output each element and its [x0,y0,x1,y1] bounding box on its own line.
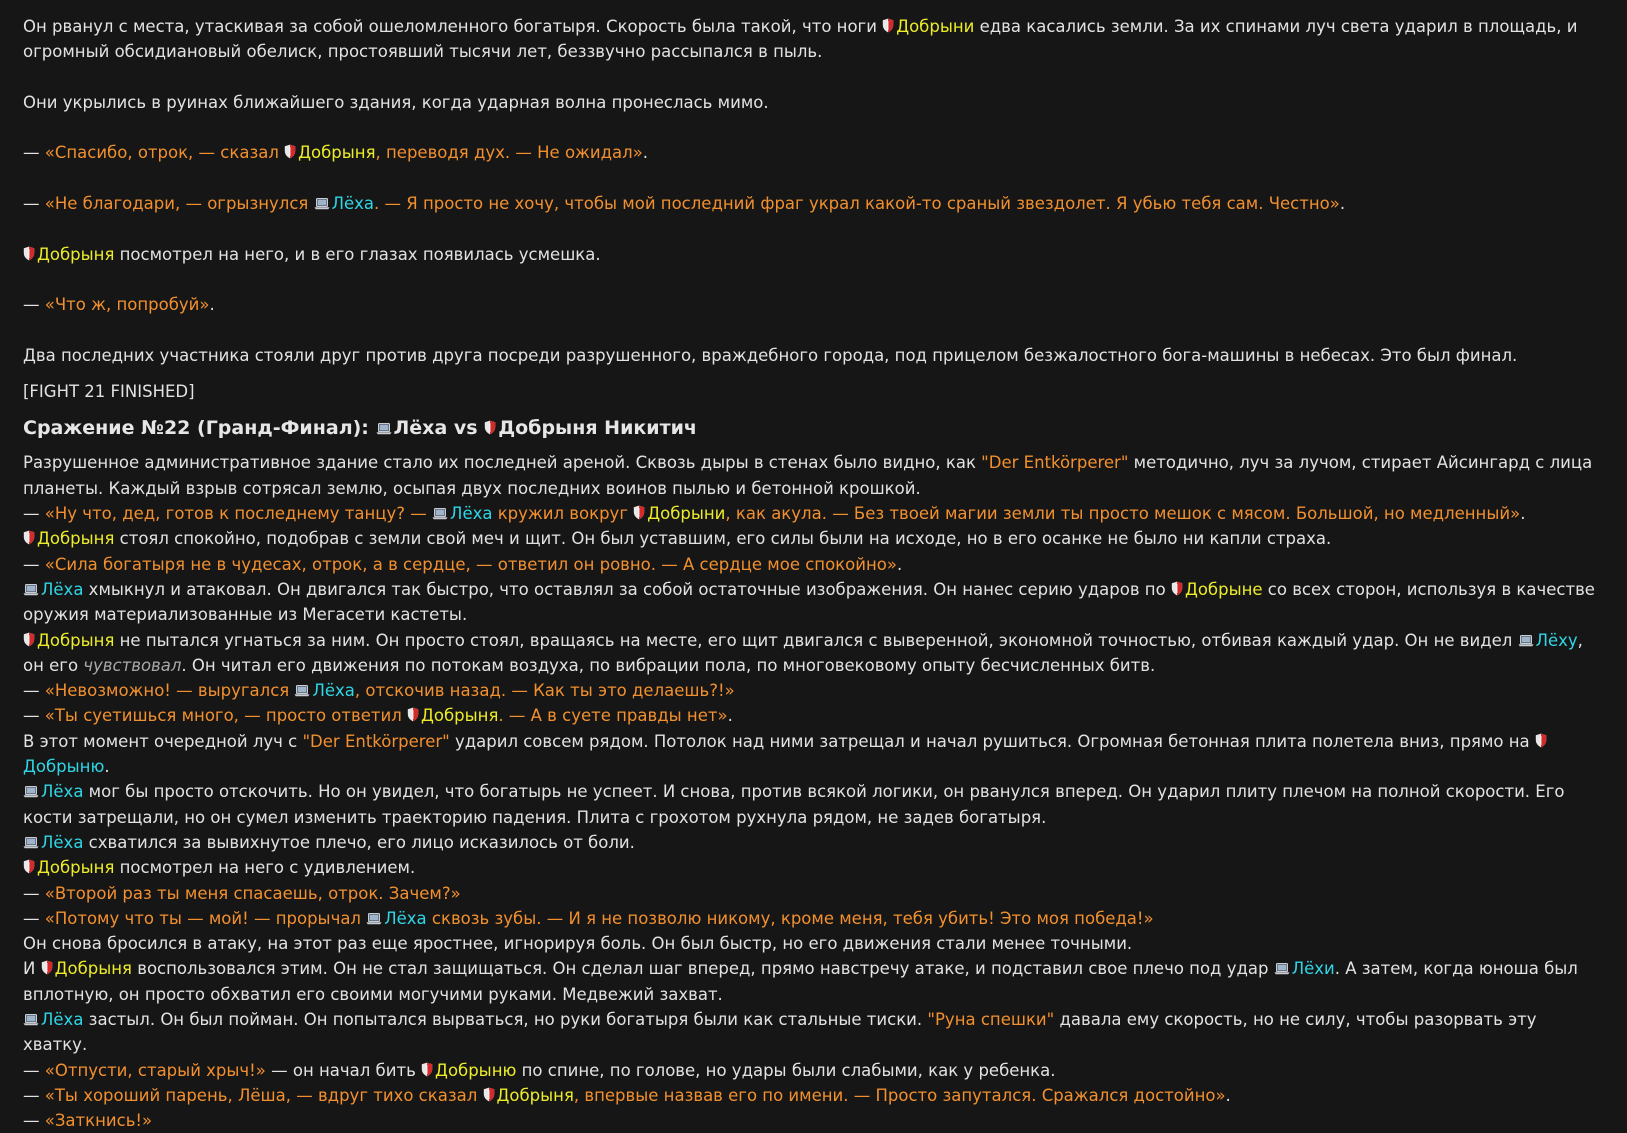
laptop-icon [432,507,448,520]
paragraph [23,450,1604,501]
character-name-lekha: Лёха [331,194,375,214]
dash: — [23,883,45,903]
speech: «Что ж, попробуй» [44,295,210,315]
narration: посмотрел на него, и в его глазах появилась усмешка. [114,244,601,264]
narration: . Он читал его движения по потокам воздуха, по вибрации пола, по многовековому опыту бесчисленных битв. [181,655,1156,675]
term-highlight: "Руна спешки" [927,1009,1055,1029]
dialogue-line [23,1058,1604,1083]
speech: . — Я просто не хочу, чтобы мой последний фраг украл какой-то сраный звездолет. Я убью тебя сам. Честно» [374,194,1340,214]
speech: , отскочив назад. — Как ты это делаешь?!» [354,681,735,701]
dialogue-line [23,703,1604,728]
character-name-lekha: Лёха [384,908,427,928]
laptop-icon [23,836,39,849]
narration: хмыкнул и атаковал. Он двигался так быстро, что оставлял за собой остаточные изображения. Он нанес серию ударов по [83,579,1171,599]
narration: застыл. Он был пойман. Он попытался вырваться, но руки богатыря были как стальные тиски. [83,1009,928,1029]
character-name-dobrynya: Добрыня [37,858,115,878]
paragraph: Два последних участника стояли друг против друга посреди разрушенного, враждебного города, под прицелом безжалостного бога-машины в небесах. Это был финал. [23,345,1518,365]
paragraph [23,729,1604,780]
punctuation: . [727,706,733,726]
character-name-dobrynya: Добрыня [496,1085,574,1105]
narration: давала ему скорость, но не силу, чтобы разорвать эту хватку. [23,1009,1537,1055]
dash: — [23,908,45,928]
narration: — он начал бить [265,1060,422,1080]
dash: — [23,194,45,214]
dash: — [23,706,45,726]
speech: «Сила богатыря не в чудесах, отрок, а в сердце, — ответил он ровно. — А сердце мое спокойно» [44,554,897,574]
punctuation: . [1225,1085,1231,1105]
shield-icon [421,1062,433,1077]
paragraph: Они укрылись в руинах ближайшего здания, когда ударная волна пронеслась мимо. [23,92,769,112]
shield-icon [882,18,894,33]
dialogue-line [23,501,1604,526]
character-name-dobrynya: Добрыни [647,504,726,524]
shield-icon [23,530,35,545]
heading-prefix: Сражение №22 (Гранд-Финал): [23,417,376,440]
laptop-icon [314,197,330,210]
dash: — [23,504,45,524]
narration: Разрушенное административное здание стало их последней ареной. Сквозь дыры в стенах было видно, как [23,453,982,473]
paragraph [23,956,1604,1007]
character-name-dobrynya: Добрыня [298,143,376,163]
laptop-icon [294,684,310,697]
narration: , он его [23,630,1583,675]
shield-icon [1171,581,1183,596]
laptop-icon [23,583,39,596]
paragraph [23,577,1604,628]
character-name-lekha: Лёхи [1291,959,1335,979]
narration: схватился за вывихнутое плечо, его лицо исказилось от боли. [83,832,635,852]
narration: Он рванул с места, утаскивая за собой ошеломленного богатыря. Скорость была такой, что ноги [23,17,883,36]
speech: «Не благодари, — огрызнулся [44,194,314,214]
dialogue-line [23,906,1604,931]
laptop-icon [1274,962,1290,975]
shield-icon [284,144,296,159]
character-name-lekha: Лёха [312,681,355,701]
character-name-lekha: Лёха [41,832,84,852]
term-highlight: "Der Entkörperer" [981,453,1129,473]
speech: «Ты хороший парень, Лёша, — вдруг тихо сказал [44,1085,483,1105]
dash: — [23,1085,45,1105]
dialogue-line [23,678,1604,703]
paragraph [23,779,1604,830]
fight-heading [23,415,1604,441]
shield-icon [1535,733,1547,748]
dialogue-line [23,191,1604,216]
speech: «Ты суетишься много, — просто ответил [44,706,408,726]
story-text [23,14,1604,1133]
character-name-dobrynya: Добрыня [54,959,132,979]
laptop-icon [23,1013,39,1026]
narration: В этот момент очередной луч с [23,731,303,751]
speech: , как акула. — Без твоей магии земли ты просто мешок с мясом. Большой, но медленный» [725,504,1521,524]
paragraph [23,242,1604,267]
dash: — [23,295,45,315]
paragraph [23,526,1604,551]
character-name-dobrynya: Добрыня [37,529,115,549]
punctuation: . [642,143,649,163]
dash: — [23,1111,45,1131]
heading-vs: vs [447,417,485,440]
laptop-icon [1518,634,1534,647]
paragraph: Он снова бросился в атаку, на этот раз еще яростнее, игнорируя боль. Он был быстр, но его движения стали менее точными. [23,934,1133,954]
narration: мог бы просто отскочить. Но он увидел, что богатырь не успеет. И снова, против всякой логики, он рванулся вперед. Он ударил плиту плечом на полной скорости. Его кости затрещали, но он сумел изменить траекторию падения. Плита с грохотом рухнула рядом, не задев богатыря. [23,782,1565,827]
shield-icon [633,505,645,520]
speech: , переводя дух. — Не ожидал» [375,143,643,163]
narration: методично, луч за лучом, стирает Айсингард с лица планеты. Каждый взрыв сотрясал землю, осыпая двух последних воинов пылью и бетонной крошкой. [23,453,1593,498]
shield-icon [484,420,496,435]
dialogue-line [23,292,1604,317]
narration: стоял спокойно, подобрав с земли свой меч и щит. Он был уставшим, его силы были на исходе, но в его осанке не было ни капли страха. [114,529,1332,549]
paragraph [23,14,1604,65]
dialogue-line [23,140,1604,165]
punctuation: . [104,757,110,777]
dash: — [23,681,45,701]
dash: — [23,143,45,163]
shield-icon [407,707,419,722]
dash: — [23,554,45,574]
dialogue-line [23,1108,1604,1133]
character-name-dobrynya: Добрыня [421,706,499,726]
dialogue-line [23,1083,1604,1108]
character-name-lekha: Лёха [41,579,84,599]
character-name-lekha: Лёха [41,782,84,802]
punctuation: . [1520,504,1526,524]
heading-name-lekha: Лёха [393,417,448,440]
speech: «Спасибо, отрок, — сказал [44,143,285,163]
character-name-dobrynya: Добрыню [23,757,105,777]
character-name-dobrynya: Добрыня [37,630,115,650]
heading-name-dobrynya: Добрыня Никитич [498,417,697,440]
paragraph [23,1007,1604,1058]
speech: «Второй раз ты меня спасаешь, отрок. Зачем?» [44,883,461,903]
paragraph [23,830,1604,855]
narration: едва касались земли. За их спинами луч света ударил в площадь, и огромный обсидиановый обелиск, простоявший тысячи лет, беззвучно рассыпался в пыль. [23,17,1578,62]
speech: «Отпусти, старый хрыч!» [44,1060,266,1080]
shield-icon [23,246,35,261]
narration: И [23,959,41,979]
character-name-lekha: Лёху [1535,630,1578,650]
punctuation: . [896,554,903,574]
character-name-lekha: Лёха [41,1009,84,1029]
emphasis: чувствовал [83,655,182,675]
speech: сквозь зубы. — И я не позволю никому, кроме меня, тебя убить! Это моя победа!» [426,908,1154,928]
fight-status: [FIGHT 21 FINISHED] [23,382,195,402]
narration: по спине, по голове, но удары были слабыми, как у ребенка. [516,1060,1056,1080]
punctuation: . [1339,194,1346,214]
narration: не пытался угнаться за ним. Он просто стоял, вращаясь на месте, его щит двигался с выверенной, экономной точностью, отбивая каждый удар. Он не видел [114,630,1518,650]
laptop-icon [23,785,39,798]
narration: посмотрел на него с удивлением. [114,858,416,878]
dialogue-line [23,552,1604,577]
shield-icon [23,632,35,647]
character-name-dobrynya: Добрыню [435,1060,517,1080]
paragraph [23,628,1604,679]
speech: «Потому что ты — мой! — прорычал [44,908,367,928]
speech: , впервые назвав его по имени. — Просто запутался. Сражался достойно» [573,1085,1226,1105]
punctuation: . [209,295,215,315]
laptop-icon [376,422,392,435]
shield-icon [41,960,53,975]
speech: «Невозможно! — выругался [44,681,295,701]
narration: ударил совсем рядом. Потолок над ними затрещал и начал рушиться. Огромная бетонная плита полетела вниз, прямо на [449,731,1535,751]
character-name-dobrynya: Добрыня [37,244,115,264]
laptop-icon [366,912,382,925]
narration: воспользовался этим. Он не стал защищаться. Он сделал шаг вперед, прямо навстречу атаке, и подставил свое плечо под удар [131,959,1274,979]
dialogue-line [23,881,1604,906]
character-name-dobrynya: Добрыни [896,17,975,36]
character-name-lekha: Лёха [450,504,493,524]
paragraph [23,855,1604,880]
speech: «Ну что, дед, готов к последнему танцу? — [44,504,433,524]
narration: . А затем, когда юноша был вплотную, он просто обхватил его своими могучими руками. Медвежий захват. [23,959,1578,1004]
narration: со всех сторон, используя в качестве оружия материализованные из Мегасети кастеты. [23,579,1595,625]
speech: кружил вокруг [492,504,634,524]
dash: — [23,1060,45,1080]
character-name-dobrynya: Добрыне [1184,579,1263,599]
shield-icon [23,859,35,874]
speech: «Заткнись!» [44,1111,153,1131]
speech: . — А в суете правды нет» [498,706,728,726]
term-highlight: "Der Entkörperer" [302,731,450,751]
shield-icon [483,1087,495,1102]
